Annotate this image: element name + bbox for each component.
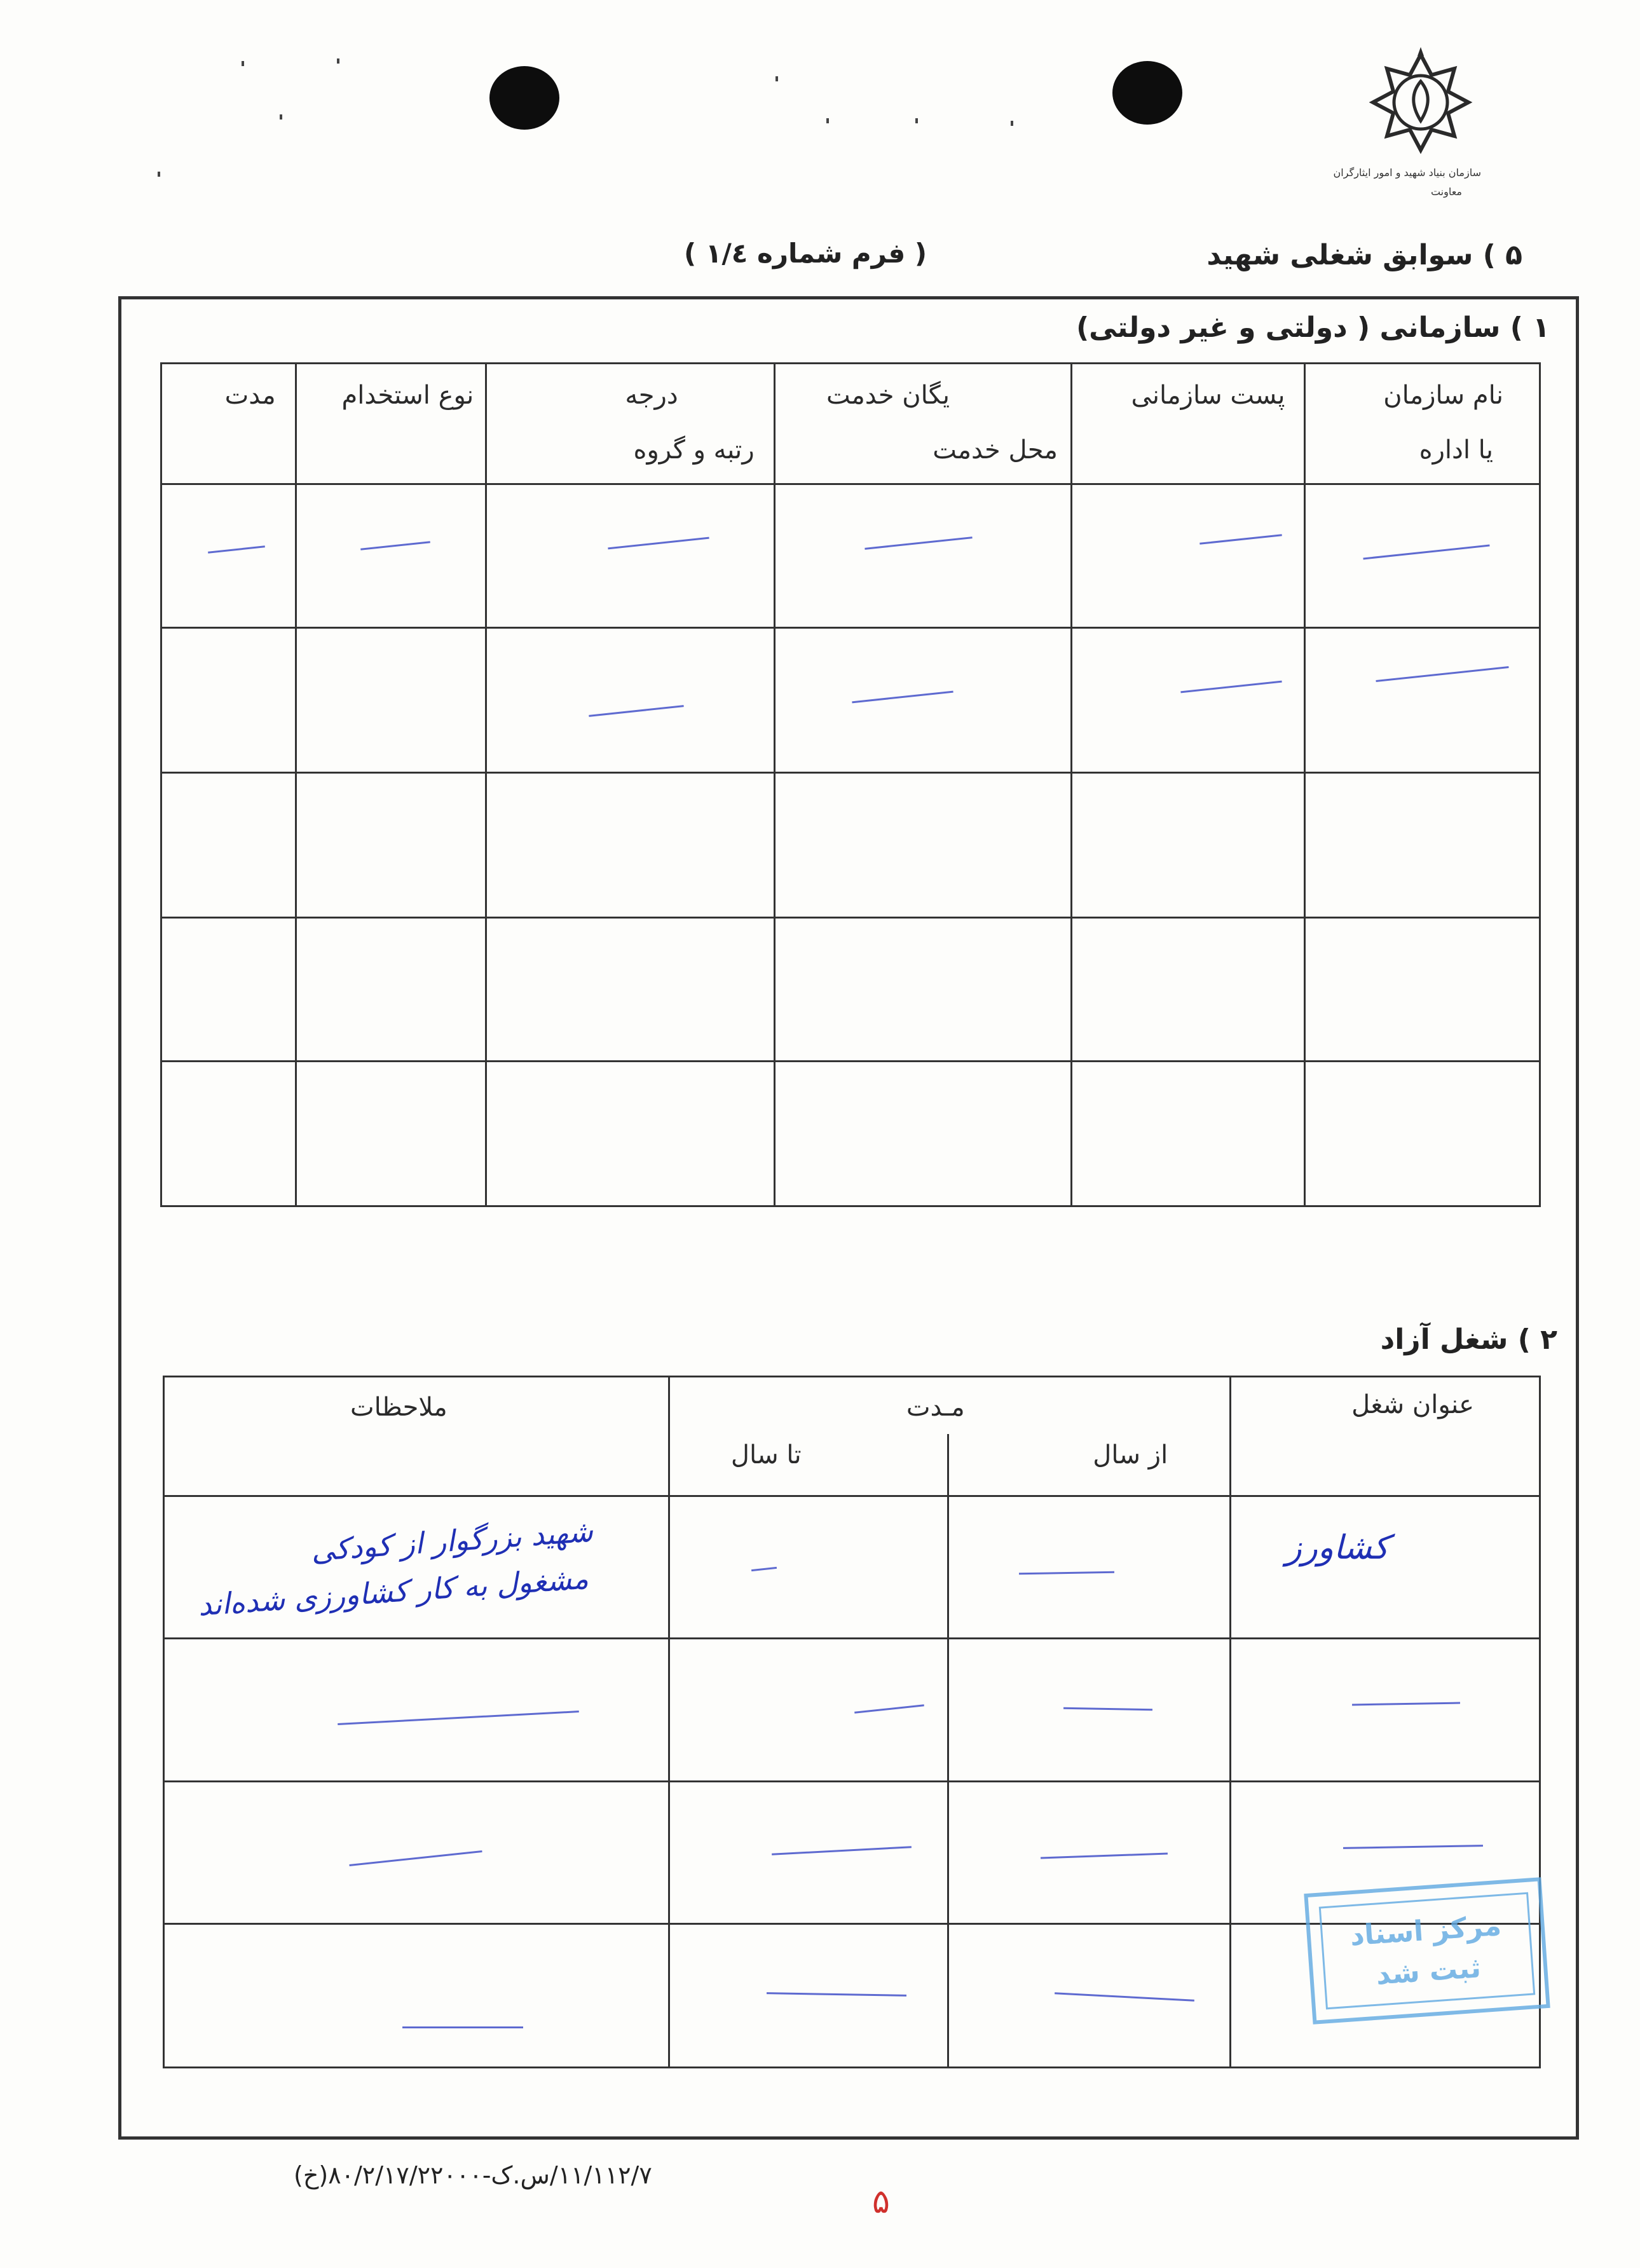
header-duration bbox=[161, 364, 296, 484]
header-position-label: پست سازمانی bbox=[1131, 381, 1285, 410]
table-row bbox=[161, 1062, 1540, 1206]
table-cell bbox=[1071, 1062, 1304, 1206]
header-grade-label: درجه bbox=[625, 381, 678, 410]
speck bbox=[1011, 121, 1013, 126]
header-org-name bbox=[1305, 364, 1540, 484]
table-cell bbox=[1071, 628, 1304, 773]
table-cell bbox=[296, 773, 486, 918]
job-title-cell bbox=[1230, 1496, 1540, 1639]
speck bbox=[776, 76, 778, 81]
blank-dash-mark bbox=[402, 2026, 523, 2028]
footer-code: ۱۱/۱۱۲/۷/س.ک-۸۰/۲/۱۷/۲۲۰۰۰(خ) bbox=[294, 2161, 652, 2189]
table-cell bbox=[296, 918, 486, 1062]
table-cell bbox=[1071, 484, 1304, 628]
table-cell bbox=[486, 628, 774, 773]
table-row bbox=[161, 773, 1540, 918]
blank-dash-mark bbox=[1376, 666, 1509, 682]
blank-dash-mark bbox=[208, 545, 265, 553]
blank-dash-mark bbox=[1063, 1707, 1152, 1711]
header-org-office-label: یا اداره bbox=[1419, 435, 1493, 465]
table-cell bbox=[164, 1781, 669, 1923]
speck bbox=[242, 61, 244, 66]
blank-dash-mark bbox=[1019, 1571, 1114, 1575]
header-service-place-label: محل خدمت bbox=[933, 435, 1058, 465]
blank-dash-mark bbox=[1180, 681, 1281, 693]
remarks-handwriting-line2: مشغول به کار کشاورزی شده‌اند bbox=[196, 1561, 590, 1623]
table-cell bbox=[161, 773, 296, 918]
blank-dash-mark bbox=[751, 1567, 777, 1571]
blank-dash-mark bbox=[772, 1846, 912, 1855]
part2-title: ۲ ) شغل آزاد bbox=[1380, 1323, 1557, 1356]
remarks-handwriting-line1: شهید بزرگوار از کودکی bbox=[310, 1513, 594, 1568]
table-cell bbox=[948, 1923, 1230, 2067]
punch-hole-left bbox=[489, 66, 559, 130]
table-cell bbox=[486, 773, 774, 918]
section-title: ۵ ) سوابق شغلی شهید bbox=[1206, 239, 1522, 271]
blank-dash-mark bbox=[349, 1850, 482, 1866]
table-cell bbox=[161, 1062, 296, 1206]
header-employment-type-label: نوع استخدام bbox=[341, 381, 474, 410]
form-number: ( فرم شماره ۱/٤ ) bbox=[684, 238, 927, 269]
table-cell bbox=[1305, 1062, 1540, 1206]
speck bbox=[337, 58, 339, 64]
organization-emblem-icon bbox=[1360, 42, 1481, 163]
header-duration-label: مـدت bbox=[906, 1393, 965, 1422]
header-to-year-label: تا سال bbox=[730, 1440, 802, 1470]
header-from-year bbox=[948, 1434, 1230, 1496]
blank-dash-mark bbox=[864, 536, 972, 550]
registration-stamp bbox=[1304, 1877, 1550, 2025]
blank-dash-mark bbox=[1352, 1702, 1460, 1706]
table-row bbox=[161, 918, 1540, 1062]
table-cell bbox=[948, 1639, 1230, 1781]
remarks-cell bbox=[164, 1496, 669, 1639]
speck bbox=[915, 118, 918, 123]
header-position bbox=[1071, 364, 1304, 484]
header-org-name-label: نام سازمان bbox=[1383, 381, 1503, 410]
speck bbox=[826, 118, 829, 123]
table-cell bbox=[161, 484, 296, 628]
blank-dash-mark bbox=[1363, 545, 1490, 560]
table-cell bbox=[161, 918, 296, 1062]
blank-dash-mark bbox=[1199, 534, 1282, 545]
header-employment-type bbox=[296, 364, 486, 484]
table-row bbox=[161, 628, 1540, 773]
table-cell bbox=[1305, 628, 1540, 773]
table-cell bbox=[774, 918, 1071, 1062]
to-year-cell bbox=[669, 1496, 948, 1639]
header-from-year-label: از سال bbox=[1093, 1440, 1168, 1470]
header-duration bbox=[669, 1377, 1230, 1434]
header-service-unit bbox=[774, 364, 1071, 484]
table-cell bbox=[774, 628, 1071, 773]
blank-dash-mark bbox=[338, 1711, 579, 1725]
speck bbox=[158, 172, 160, 177]
header-job-title-label: عنوان شغل bbox=[1351, 1390, 1474, 1419]
blank-dash-mark bbox=[1041, 1852, 1168, 1859]
table-cell bbox=[669, 1639, 948, 1781]
table-cell bbox=[1071, 773, 1304, 918]
table-cell bbox=[774, 484, 1071, 628]
table-cell bbox=[161, 628, 296, 773]
table-cell bbox=[669, 1923, 948, 2067]
blank-dash-mark bbox=[589, 705, 684, 717]
table-cell bbox=[486, 484, 774, 628]
blank-dash-mark bbox=[360, 541, 430, 550]
header-grade bbox=[486, 364, 774, 484]
table-cell bbox=[1305, 484, 1540, 628]
table-cell bbox=[1230, 1639, 1540, 1781]
table-cell bbox=[164, 1639, 669, 1781]
table-row bbox=[164, 1496, 1540, 1639]
from-year-cell bbox=[948, 1496, 1230, 1639]
stamp-text-line1: مرکز اسناد bbox=[1349, 1909, 1503, 1953]
table-cell bbox=[774, 1062, 1071, 1206]
table-cell bbox=[296, 1062, 486, 1206]
stamp-text-line2: ثبت شد bbox=[1375, 1951, 1482, 1991]
table-cell bbox=[774, 773, 1071, 918]
blank-dash-mark bbox=[1055, 1992, 1194, 2002]
table-cell bbox=[1305, 918, 1540, 1062]
table-cell bbox=[1305, 773, 1540, 918]
blank-dash-mark bbox=[767, 1992, 906, 1997]
logo-caption-line2: معاونت bbox=[1430, 186, 1462, 198]
table-cell bbox=[1071, 918, 1304, 1062]
header-duration-label: مدت bbox=[224, 381, 276, 410]
table-cell bbox=[296, 484, 486, 628]
page-number: ۵ bbox=[872, 2183, 890, 2221]
punch-hole-right bbox=[1112, 61, 1182, 125]
table-row bbox=[161, 484, 1540, 628]
header-job-title bbox=[1230, 1377, 1540, 1496]
table-cell bbox=[948, 1781, 1230, 1923]
header-to-year bbox=[669, 1434, 948, 1496]
organizational-history-table bbox=[160, 362, 1541, 1207]
blank-dash-mark bbox=[1343, 1845, 1483, 1849]
table-cell bbox=[164, 1923, 669, 2067]
table-row bbox=[164, 1639, 1540, 1781]
header-service-unit-label: یگان خدمت bbox=[826, 381, 950, 410]
table-header-row bbox=[164, 1377, 1540, 1434]
blank-dash-mark bbox=[852, 691, 953, 704]
table-cell bbox=[296, 628, 486, 773]
logo bbox=[1333, 42, 1481, 207]
header-remarks-label: ملاحظات bbox=[350, 1393, 448, 1422]
table-cell bbox=[486, 1062, 774, 1206]
logo-caption-line1: سازمان بنیاد شهید و امور ایثارگران bbox=[1333, 167, 1481, 179]
header-remarks bbox=[164, 1377, 669, 1496]
speck bbox=[280, 114, 282, 120]
header-rank-group-label: رتبه و گروه bbox=[633, 435, 755, 465]
blank-dash-mark bbox=[854, 1705, 924, 1714]
table-cell bbox=[486, 918, 774, 1062]
blank-dash-mark bbox=[608, 537, 709, 550]
job-title-handwriting: کشاورز bbox=[1285, 1529, 1389, 1568]
table-cell bbox=[669, 1781, 948, 1923]
part1-title: ۱ ) سازمانی ( دولتی و غیر دولتی) bbox=[1076, 311, 1550, 344]
table-header-row bbox=[161, 364, 1540, 484]
